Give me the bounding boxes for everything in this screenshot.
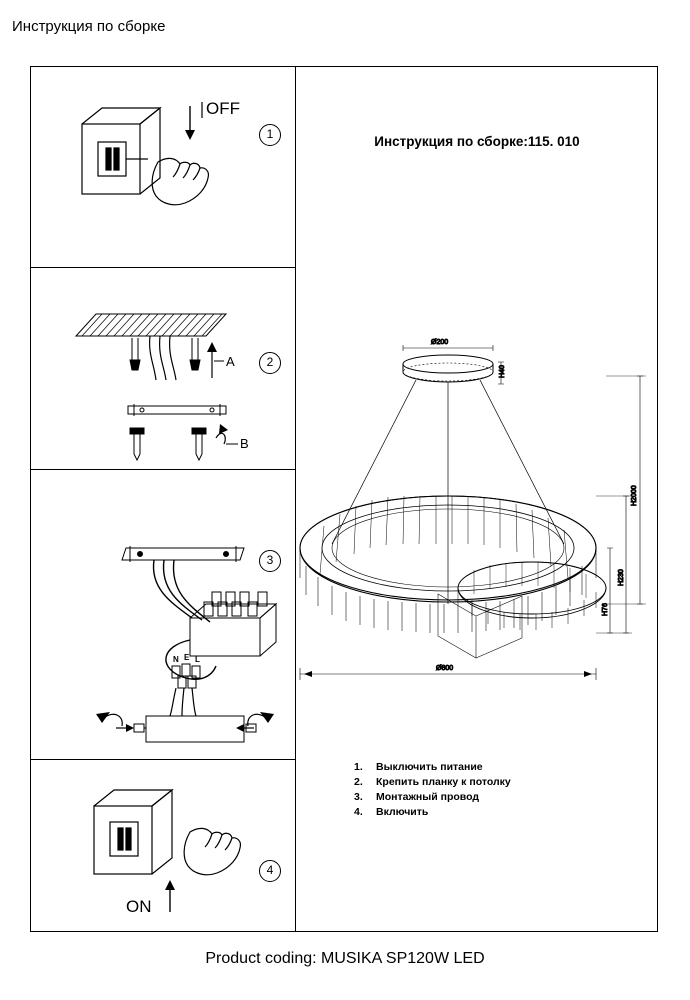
- dim-drop-height: H2000: [631, 485, 638, 506]
- dim-ring-thickness: H76: [602, 603, 609, 616]
- step-1: [30, 66, 295, 268]
- step-2-anchor-label: A: [226, 354, 235, 369]
- step-3-label-l: L: [195, 655, 200, 664]
- step-4-illustration: [30, 760, 295, 931]
- steps-column: [30, 66, 296, 932]
- legend-number: 2.: [354, 776, 363, 788]
- step-2: [30, 268, 295, 470]
- step-3-number: 3: [259, 550, 281, 572]
- step-3-label-e: E: [184, 653, 190, 662]
- legend-text: Крепить планку к потолку: [376, 776, 511, 788]
- page-title: Инструкция по сборке: [12, 18, 166, 35]
- dim-ring-zone-height: H230: [618, 569, 625, 586]
- step-3-label-n: N: [173, 655, 179, 664]
- dim-canopy-diameter: Ø200: [431, 339, 449, 346]
- step-1-number: 1: [259, 124, 281, 146]
- step-1-illustration: [30, 66, 295, 267]
- legend-number: 1.: [354, 761, 363, 773]
- legend-item: [354, 805, 511, 820]
- legend-text: Выключить питание: [376, 761, 483, 773]
- legend-text: Монтажный провод: [376, 791, 480, 803]
- right-panel: [296, 66, 658, 932]
- legend-item: [354, 775, 511, 790]
- step-3: [30, 470, 295, 760]
- dim-canopy-height: H40: [499, 365, 506, 378]
- legend-number: 4.: [354, 806, 363, 818]
- step-4-switch-label: ON: [126, 897, 152, 916]
- legend-item: [354, 760, 511, 775]
- product-coding: Product coding: MUSIKA SP120W LED: [205, 950, 485, 967]
- dim-ring-diameter: Ø800: [436, 665, 454, 672]
- step-2-screw-label: B: [240, 436, 249, 451]
- legend-text: Включить: [376, 806, 429, 818]
- step-1-switch-label: OFF: [206, 99, 240, 118]
- step-2-illustration: [30, 268, 295, 469]
- product-drawing: [296, 196, 658, 836]
- legend-item: [354, 790, 511, 805]
- right-panel-title: Инструкция по сборке:115. 010: [374, 134, 580, 149]
- step-4: [30, 760, 295, 932]
- step-3-illustration: [30, 470, 295, 759]
- step-2-number: 2: [259, 352, 281, 374]
- legend-number: 3.: [354, 791, 363, 803]
- step-4-number: 4: [259, 860, 281, 882]
- legend-list: [354, 760, 511, 820]
